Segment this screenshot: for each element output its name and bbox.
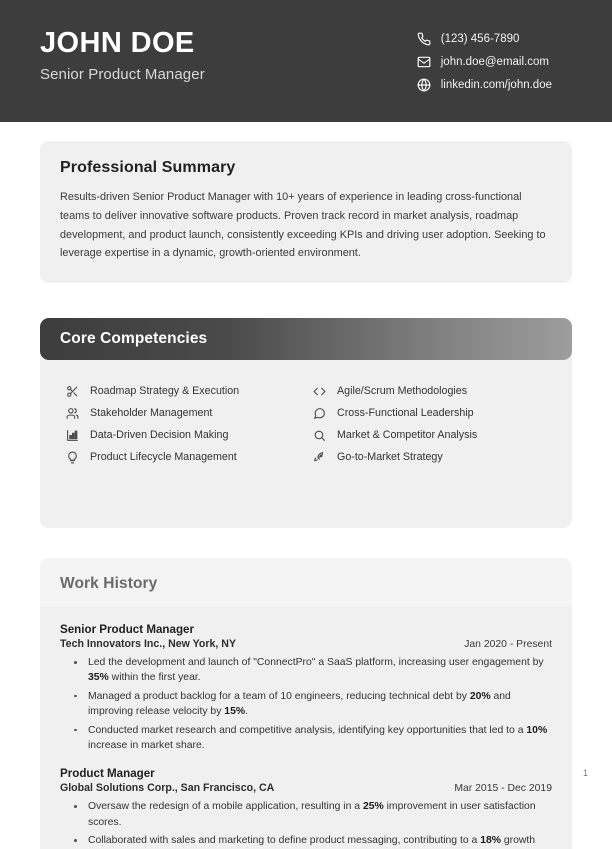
contact-list [417, 26, 572, 92]
people-icon [66, 407, 79, 420]
core-competencies-grid [40, 360, 572, 528]
globe-icon [417, 78, 431, 92]
contact-phone-text: (123) 456-7890 [440, 33, 520, 45]
bullet-text-pre: Collaborated with sales and marketing to define product messaging, contributing to a [88, 835, 481, 847]
contact-phone[interactable] [417, 32, 552, 46]
work-history-title: Work History [60, 575, 158, 592]
job-role: Senior Product Manager [60, 623, 194, 636]
job-dates: Jan 2020 - Present [464, 639, 552, 650]
bullet-metric: 18% [480, 835, 501, 847]
professional-summary-card [40, 141, 572, 283]
bullet-metric-secondary: 15% [224, 706, 246, 718]
competency-item [313, 446, 552, 468]
bullet-text-post: improvement in user satisfaction scores. [88, 801, 536, 828]
job-meta [60, 782, 552, 794]
professional-summary-title: Professional Summary [60, 159, 236, 176]
work-history-card [40, 558, 572, 849]
job-dates: Mar 2015 - Dec 2019 [454, 783, 552, 795]
professional-summary-text: Results-driven Senior Product Manager with 10+ years of experience in leading cross-functional teams to deliver innovative software products. Proven track record in market analysis, roadmap development, and product launch, consistently exceeding KPIs and driving user adoption. Seeking to leverage expertise in a dynamic, growth-oriented environment. [60, 191, 546, 260]
bullet-text-pre: Oversaw the redesign of a mobile application, resulting in a [88, 801, 363, 813]
route-icon [66, 385, 79, 398]
job-bullet [86, 655, 552, 686]
contact-website[interactable] [417, 78, 552, 92]
bullet-metric: 35% [88, 672, 109, 684]
work-history-body [40, 607, 572, 849]
job-role: Product Manager [60, 767, 155, 781]
job-bullets [60, 799, 552, 848]
job-entry [60, 767, 552, 848]
competency-label: Product Lifecycle Management [90, 451, 237, 463]
core-competencies-header [40, 318, 572, 360]
bullet-text-post: increase in market share. [88, 739, 205, 751]
competency-item [66, 380, 305, 402]
competency-item [66, 424, 305, 446]
bar-chart-icon [66, 429, 79, 442]
bullet-text-post: within the first year. [108, 672, 201, 684]
competency-item [66, 446, 305, 468]
competency-item [313, 402, 552, 424]
competency-item [313, 380, 552, 402]
job-meta [60, 638, 552, 650]
core-competencies-card [40, 318, 572, 528]
envelope-icon [417, 55, 431, 69]
bullet-text-pre: Managed a product backlog for a team of 10 engineers, reducing technical debt by [88, 690, 470, 702]
bullet-text-pre: Led the development and launch of "ConnectPro" a SaaS platform, increasing user engagement by [88, 657, 544, 668]
phone-icon [417, 32, 431, 46]
chat-icon [313, 407, 326, 420]
bullet-text-post: and improving release velocity by [88, 690, 511, 718]
competency-label: Market & Competitor Analysis [337, 429, 478, 441]
job-bullet [86, 799, 552, 830]
bullet-text-post: growth [500, 835, 536, 847]
competency-label: Cross-Functional Leadership [337, 407, 474, 419]
candidate-name: JOHN DOE [40, 27, 195, 59]
code-icon [313, 385, 326, 398]
job-bullet [86, 723, 552, 754]
bullet-metric: 20% [469, 690, 491, 702]
job-company: Global Solutions Corp., San Francisco, CA [60, 782, 275, 795]
competency-label: Data-Driven Decision Making [90, 429, 229, 441]
competency-label: Agile/Scrum Methodologies [337, 385, 468, 397]
lightbulb-icon [66, 451, 79, 464]
search-icon [313, 429, 326, 442]
contact-email[interactable] [417, 55, 552, 69]
competency-item [66, 402, 305, 424]
work-history-header [40, 558, 572, 607]
competency-label: Roadmap Strategy & Execution [90, 385, 240, 397]
candidate-title: Senior Product Manager [40, 66, 205, 84]
bullet-metric: 10% [526, 724, 548, 736]
page-body [0, 141, 612, 849]
core-competencies-title: Core Competencies [60, 330, 208, 347]
contact-email-text: john.doe@email.com [440, 56, 549, 68]
bullet-text-post-secondary: . [245, 706, 248, 718]
job-company: Tech Innovators Inc., New York, NY [60, 638, 237, 650]
competency-label: Go-to-Market Strategy [337, 451, 443, 463]
competency-item [313, 424, 552, 446]
bullet-metric: 25% [362, 801, 384, 813]
contact-website-text: linkedin.com/john.doe [440, 79, 552, 91]
resume-header [0, 0, 612, 122]
job-entry [60, 623, 552, 753]
competency-label: Stakeholder Management [90, 407, 213, 419]
job-bullet [86, 833, 552, 848]
job-bullet [86, 689, 552, 720]
page-number: 1 [582, 768, 588, 778]
identity-block [40, 26, 205, 83]
bullet-text-pre: Conducted market research and competitive analysis, identifying key opportunities that led to a [88, 724, 527, 736]
rocket-icon [313, 451, 326, 464]
job-bullets [60, 655, 552, 753]
header-inner [0, 0, 612, 92]
